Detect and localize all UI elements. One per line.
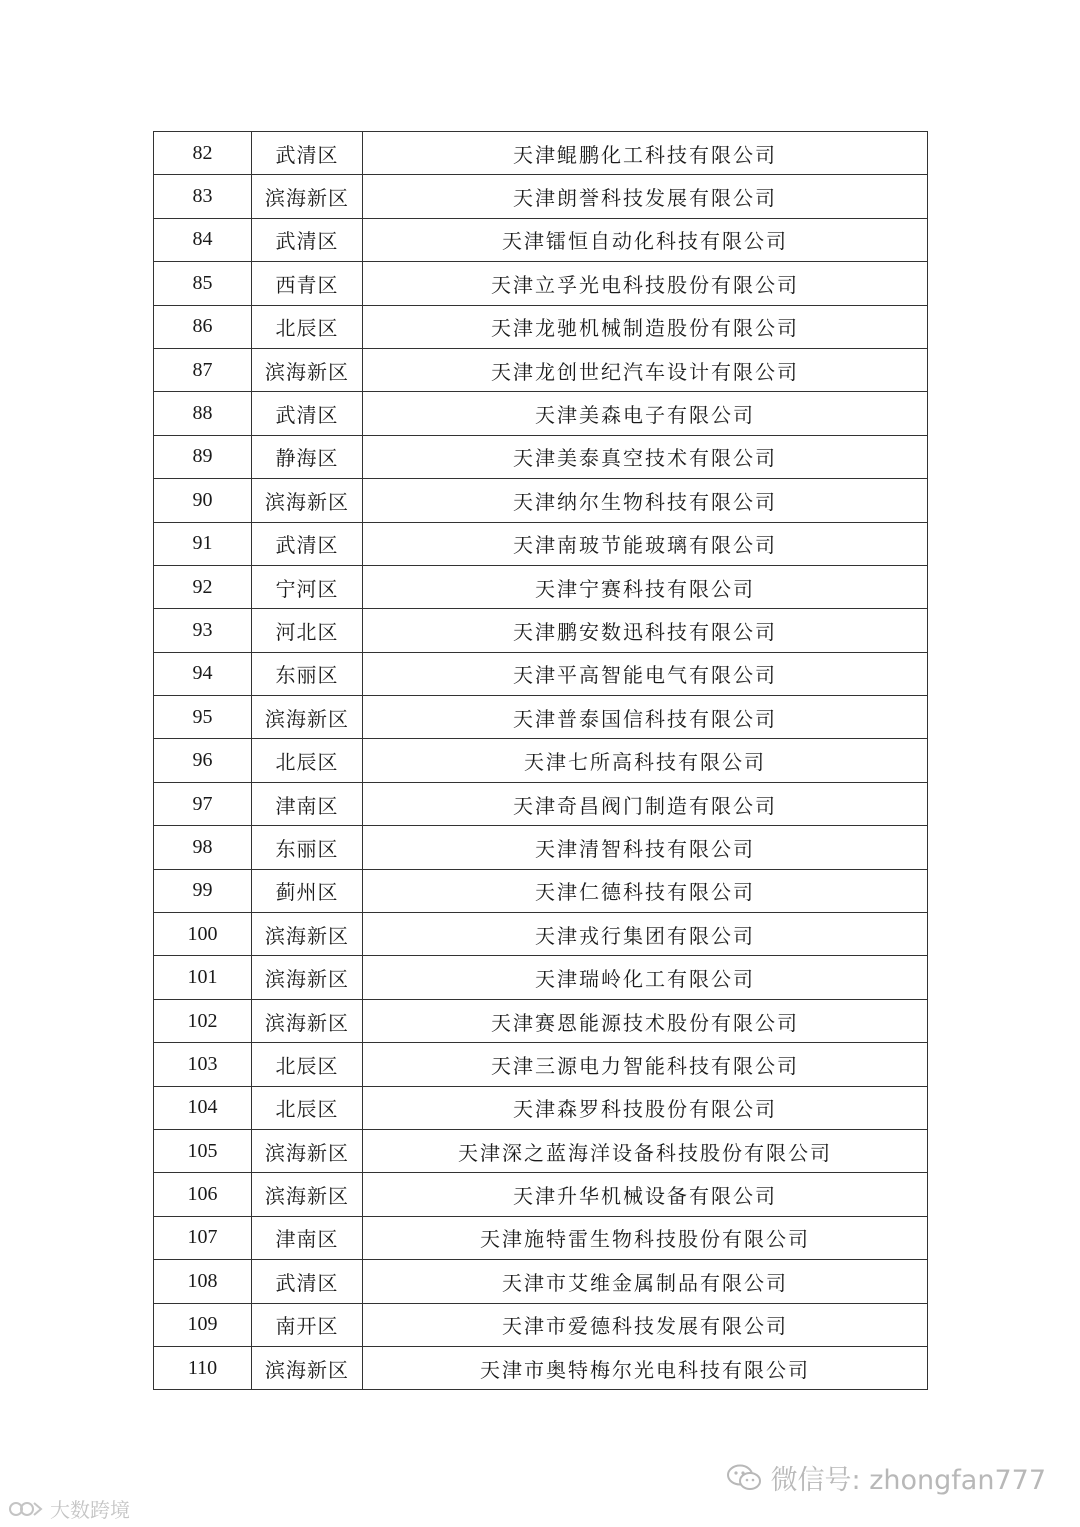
- row-number-cell: 96: [154, 739, 252, 782]
- table-row: [154, 609, 928, 652]
- company-name-cell: 天津施特雷生物科技股份有限公司: [363, 1216, 928, 1259]
- company-name-cell: 天津市奥特梅尔光电科技有限公司: [363, 1346, 928, 1389]
- company-name-cell: 天津龙驰机械制造股份有限公司: [363, 305, 928, 348]
- district-cell: 北辰区: [252, 1043, 363, 1086]
- district-cell: 静海区: [252, 435, 363, 478]
- district-cell: 北辰区: [252, 305, 363, 348]
- brand-logo-icon: [8, 1498, 44, 1520]
- company-name-cell: 天津三源电力智能科技有限公司: [363, 1043, 928, 1086]
- district-cell: 北辰区: [252, 739, 363, 782]
- district-cell: 武清区: [252, 1260, 363, 1303]
- table-row: [154, 739, 928, 782]
- row-number-cell: 110: [154, 1346, 252, 1389]
- district-cell: 津南区: [252, 782, 363, 825]
- company-name-cell: 天津龙创世纪汽车设计有限公司: [363, 348, 928, 391]
- row-number-cell: 98: [154, 826, 252, 869]
- wechat-icon: [727, 1464, 761, 1492]
- company-name-cell: 天津瑞岭化工有限公司: [363, 956, 928, 999]
- district-cell: 蓟州区: [252, 869, 363, 912]
- district-cell: 武清区: [252, 392, 363, 435]
- table-row: [154, 305, 928, 348]
- table-row: [154, 913, 928, 956]
- row-number-cell: 87: [154, 348, 252, 391]
- table-row: [154, 1216, 928, 1259]
- district-cell: 武清区: [252, 522, 363, 565]
- table-row: [154, 522, 928, 565]
- table-row: [154, 565, 928, 608]
- row-number-cell: 85: [154, 262, 252, 305]
- company-list-body: [154, 132, 928, 1390]
- row-number-cell: 109: [154, 1303, 252, 1346]
- company-name-cell: 天津升华机械设备有限公司: [363, 1173, 928, 1216]
- company-name-cell: 天津森罗科技股份有限公司: [363, 1086, 928, 1129]
- row-number-cell: 92: [154, 565, 252, 608]
- table-row: [154, 175, 928, 218]
- row-number-cell: 89: [154, 435, 252, 478]
- row-number-cell: 105: [154, 1129, 252, 1172]
- company-name-cell: 天津市艾维金属制品有限公司: [363, 1260, 928, 1303]
- company-name-cell: 天津鲲鹏化工科技有限公司: [363, 132, 928, 175]
- row-number-cell: 101: [154, 956, 252, 999]
- row-number-cell: 95: [154, 696, 252, 739]
- district-cell: 滨海新区: [252, 1346, 363, 1389]
- table-row: [154, 479, 928, 522]
- district-cell: 滨海新区: [252, 348, 363, 391]
- table-row: [154, 348, 928, 391]
- table-row: [154, 132, 928, 175]
- district-cell: 东丽区: [252, 826, 363, 869]
- row-number-cell: 94: [154, 652, 252, 695]
- table-row: [154, 826, 928, 869]
- company-name-cell: 天津仁德科技有限公司: [363, 869, 928, 912]
- wechat-id-text: 微信号: zhongfan777: [770, 1465, 1046, 1496]
- company-name-cell: 天津奇昌阀门制造有限公司: [363, 782, 928, 825]
- district-cell: 东丽区: [252, 652, 363, 695]
- company-name-cell: 天津赛恩能源技术股份有限公司: [363, 999, 928, 1042]
- table-row: [154, 956, 928, 999]
- district-cell: 滨海新区: [252, 999, 363, 1042]
- row-number-cell: 103: [154, 1043, 252, 1086]
- district-cell: 滨海新区: [252, 175, 363, 218]
- table-row: [154, 392, 928, 435]
- district-cell: 武清区: [252, 218, 363, 261]
- district-cell: 滨海新区: [252, 479, 363, 522]
- table-row: [154, 1260, 928, 1303]
- table-row: [154, 869, 928, 912]
- bottom-brand-logo: [8, 1494, 130, 1523]
- row-number-cell: 99: [154, 869, 252, 912]
- table-row: [154, 1043, 928, 1086]
- brand-logo-text: 大数跨境: [50, 1498, 130, 1522]
- row-number-cell: 107: [154, 1216, 252, 1259]
- company-name-cell: 天津镭恒自动化科技有限公司: [363, 218, 928, 261]
- district-cell: 北辰区: [252, 1086, 363, 1129]
- table-row: [154, 696, 928, 739]
- wechat-watermark: [727, 1458, 1046, 1497]
- company-name-cell: 天津南玻节能玻璃有限公司: [363, 522, 928, 565]
- row-number-cell: 106: [154, 1173, 252, 1216]
- company-name-cell: 天津纳尔生物科技有限公司: [363, 479, 928, 522]
- district-cell: 滨海新区: [252, 1129, 363, 1172]
- company-name-cell: 天津朗誉科技发展有限公司: [363, 175, 928, 218]
- row-number-cell: 102: [154, 999, 252, 1042]
- company-name-cell: 天津立孚光电科技股份有限公司: [363, 262, 928, 305]
- table-row: [154, 262, 928, 305]
- row-number-cell: 90: [154, 479, 252, 522]
- company-name-cell: 天津深之蓝海洋设备科技股份有限公司: [363, 1129, 928, 1172]
- company-name-cell: 天津美森电子有限公司: [363, 392, 928, 435]
- company-name-cell: 天津美泰真空技术有限公司: [363, 435, 928, 478]
- district-cell: 宁河区: [252, 565, 363, 608]
- district-cell: 西青区: [252, 262, 363, 305]
- row-number-cell: 100: [154, 913, 252, 956]
- row-number-cell: 93: [154, 609, 252, 652]
- table-row: [154, 1086, 928, 1129]
- table-row: [154, 1346, 928, 1389]
- table-row: [154, 999, 928, 1042]
- table-row: [154, 652, 928, 695]
- district-cell: 河北区: [252, 609, 363, 652]
- row-number-cell: 82: [154, 132, 252, 175]
- company-name-cell: 天津鹏安数迅科技有限公司: [363, 609, 928, 652]
- row-number-cell: 88: [154, 392, 252, 435]
- row-number-cell: 97: [154, 782, 252, 825]
- row-number-cell: 91: [154, 522, 252, 565]
- table-row: [154, 782, 928, 825]
- table-row: [154, 1303, 928, 1346]
- table-row: [154, 1173, 928, 1216]
- row-number-cell: 104: [154, 1086, 252, 1129]
- company-list-table: [153, 131, 928, 1390]
- company-name-cell: 天津市爱德科技发展有限公司: [363, 1303, 928, 1346]
- row-number-cell: 86: [154, 305, 252, 348]
- company-name-cell: 天津戎行集团有限公司: [363, 913, 928, 956]
- district-cell: 滨海新区: [252, 956, 363, 999]
- district-cell: 滨海新区: [252, 1173, 363, 1216]
- company-name-cell: 天津宁赛科技有限公司: [363, 565, 928, 608]
- table-row: [154, 218, 928, 261]
- district-cell: 南开区: [252, 1303, 363, 1346]
- row-number-cell: 83: [154, 175, 252, 218]
- district-cell: 津南区: [252, 1216, 363, 1259]
- district-cell: 滨海新区: [252, 913, 363, 956]
- row-number-cell: 108: [154, 1260, 252, 1303]
- company-name-cell: 天津平高智能电气有限公司: [363, 652, 928, 695]
- company-name-cell: 天津七所高科技有限公司: [363, 739, 928, 782]
- district-cell: 武清区: [252, 132, 363, 175]
- company-name-cell: 天津普泰国信科技有限公司: [363, 696, 928, 739]
- table-row: [154, 1129, 928, 1172]
- company-name-cell: 天津清智科技有限公司: [363, 826, 928, 869]
- district-cell: 滨海新区: [252, 696, 363, 739]
- table-row: [154, 435, 928, 478]
- row-number-cell: 84: [154, 218, 252, 261]
